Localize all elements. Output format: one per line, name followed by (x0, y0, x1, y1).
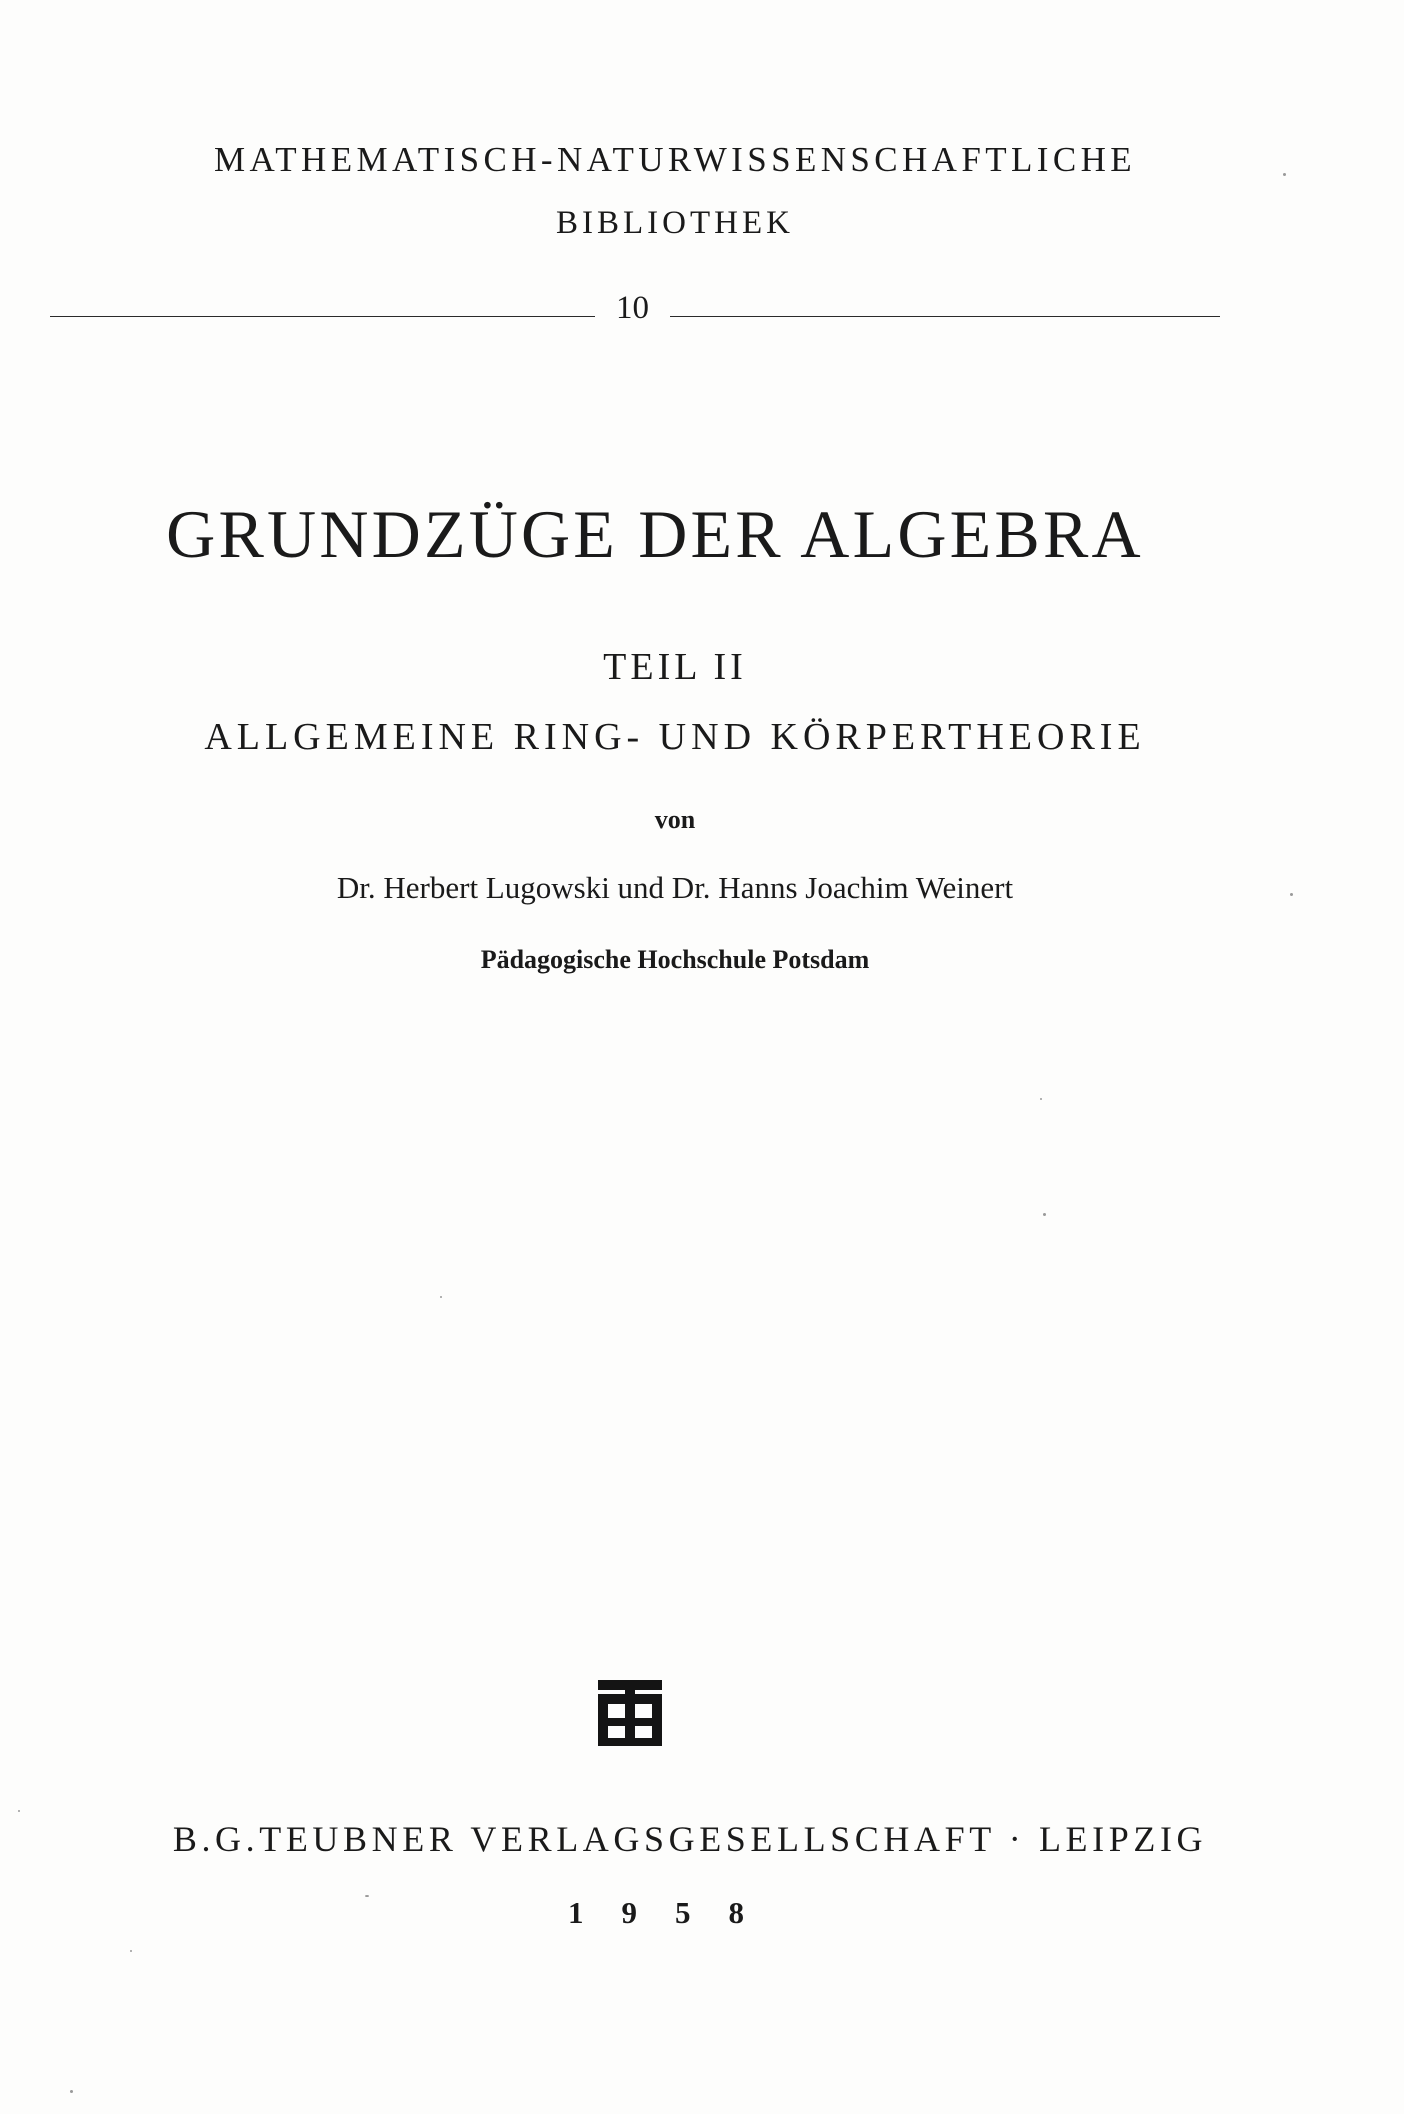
publisher-name: B.G.TEUBNER VERLAGSGESELLSCHAFT · LEIPZIG (172, 1819, 1208, 1859)
teubner-logo-icon (598, 1680, 662, 1746)
series-number-row (50, 290, 1220, 340)
paper-speck (440, 1296, 442, 1298)
institution: Pädagogische Hochschule Potsdam (480, 945, 870, 974)
authors: Dr. Herbert Lugowski und Dr. Hanns Joachim Weinert (336, 870, 1014, 905)
series-number: 10 (616, 290, 649, 326)
book-title: GRUNDZÜGE DER ALGEBRA (166, 496, 1144, 572)
by-line: von (654, 805, 696, 834)
paper-speck (70, 2090, 73, 2093)
paper-speck (1290, 893, 1293, 896)
part-title: ALLGEMEINE RING- UND KÖRPERTHEORIE (204, 716, 1146, 758)
paper-speck (1283, 173, 1286, 176)
paper-speck (1043, 1213, 1046, 1216)
series-subtitle: BIBLIOTHEK (556, 205, 794, 241)
paper-speck (365, 1895, 369, 1897)
paper-speck (18, 1810, 20, 1812)
paper-speck (130, 1950, 132, 1952)
publication-year: 1958 (568, 1895, 782, 1930)
part-label: TEIL II (603, 646, 747, 688)
left-rule (50, 316, 595, 317)
right-rule (670, 316, 1220, 317)
paper-speck (1040, 1098, 1042, 1100)
series-title: MATHEMATISCH-NATURWISSENSCHAFTLICHE (213, 140, 1137, 179)
